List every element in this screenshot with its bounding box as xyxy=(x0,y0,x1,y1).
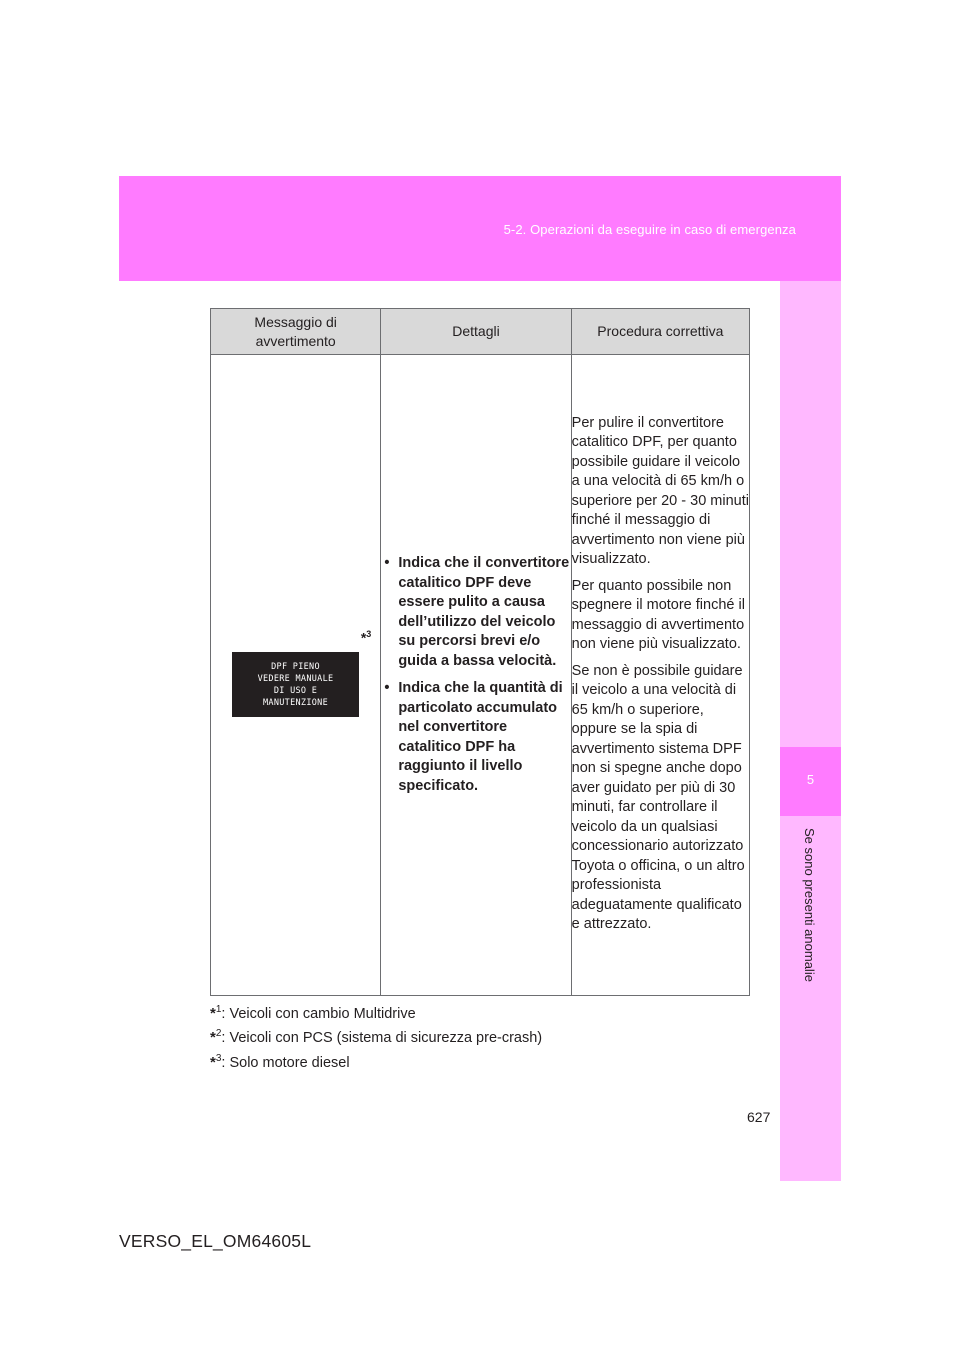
footnote: *$^1$: Veicoli con cambio Multidrive xyxy=(210,1004,416,1022)
page-number: 627 xyxy=(747,1109,771,1125)
details-list xyxy=(381,554,570,796)
footnote: *$^3$: Solo motore diesel xyxy=(210,1052,350,1071)
footnote: *$^2$: Veicoli con PCS (sistema di sicurezza pre-crash) xyxy=(210,1028,543,1047)
header-details: Dettagli xyxy=(381,309,571,355)
chapter-side-strip xyxy=(780,281,841,1181)
details-item: • Indica che la quantità di particolato accumulato nel convertitore catalitico DPF ha raggiunto il livello specificato. xyxy=(384,680,563,794)
bullet: • xyxy=(384,555,390,571)
chapter-tab xyxy=(780,747,841,816)
bullet: • xyxy=(384,680,390,696)
display-line: MANUTENZIONE xyxy=(262,697,328,708)
chapter-number: 5 xyxy=(806,772,815,787)
procedure-paragraph: Per pulire il convertitore catalitico DPF, per quanto possibile guidare il veicolo a una velocità di 65 km/h o superiore per 20 - 30 minuti finché il messaggio di avvertimento non viene più visualizzato. xyxy=(571,414,749,567)
document-code: VERSO_EL_OM64605L xyxy=(119,1231,312,1251)
warning-message-table xyxy=(210,308,750,996)
section-title: 5-2. Operazioni da eseguire in caso di emergenza xyxy=(503,222,796,237)
display-line: DPF PIENO xyxy=(271,661,320,672)
footnote-reference: *$^3$ xyxy=(360,629,372,646)
display-line: VEDERE MANUALE xyxy=(257,673,334,684)
table-row xyxy=(211,355,750,996)
details-cell xyxy=(381,355,571,996)
procedure-paragraph: Se non è possibile guidare il veicolo a una velocità di 65 km/h o superiore, oppure se la spia di avvertimento sistema DPF non si spegne anche dopo aver guidato per più di 30 minuti, far controllare il veicolo da un qualsiasi concessionario autorizzato Toyota o officina, o un altro professionista adeguatamente qualificato e attrezzato. xyxy=(571,662,745,932)
corrective-procedure-cell xyxy=(571,355,749,996)
header-warning-message: Messaggio di avvertimento xyxy=(211,309,381,355)
chapter-title: Se sono presenti anomalie xyxy=(802,828,817,982)
header-band xyxy=(119,176,841,281)
warning-message-cell xyxy=(211,355,381,996)
details-item: • Indica che il convertitore catalitico DPF deve essere pulito a causa dell’utilizzo del veicolo su percorsi brevi e/o guida a bassa velocità. xyxy=(384,555,570,669)
procedure-paragraph: Per quanto possibile non spegnere il motore finché il messaggio di avvertimento non viene più visualizzato. xyxy=(571,577,745,652)
table-header-row xyxy=(211,309,750,355)
header-corrective-procedure: Procedura correttiva xyxy=(571,309,749,355)
dpf-warning-display xyxy=(232,652,359,717)
display-line: DI USO E xyxy=(273,685,318,696)
footnotes xyxy=(210,1000,542,1073)
